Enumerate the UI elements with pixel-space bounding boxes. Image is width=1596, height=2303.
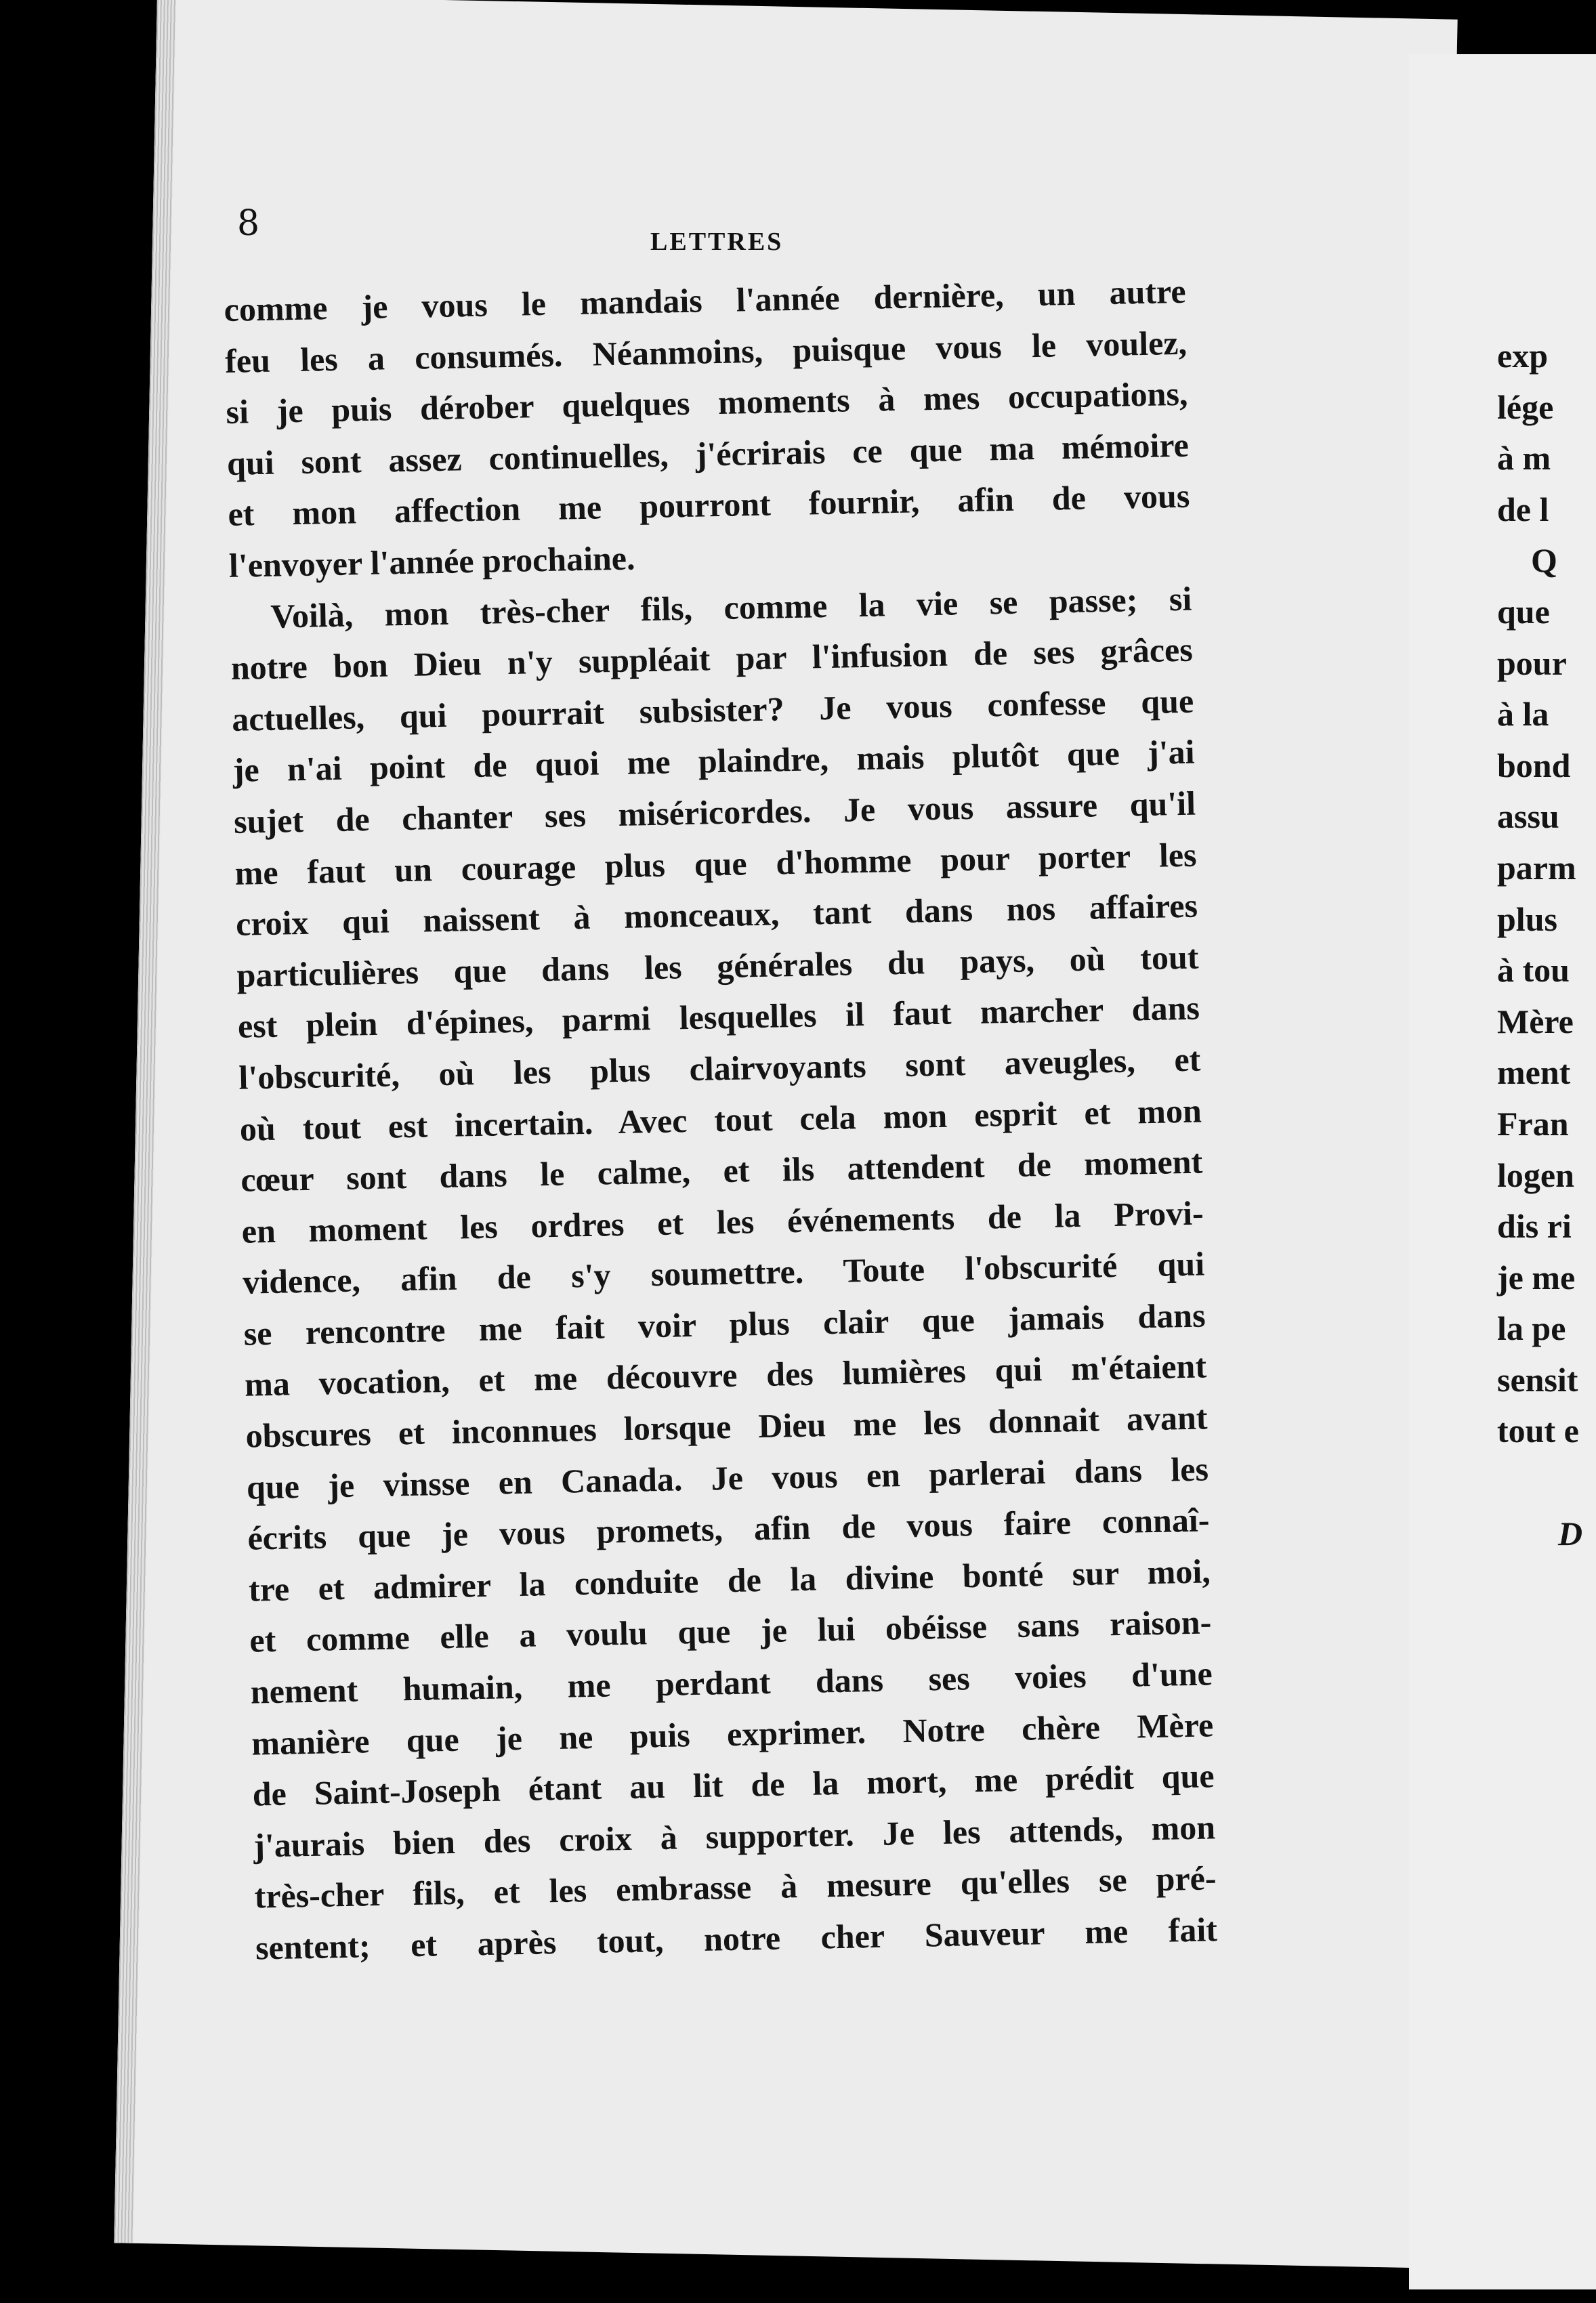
text-line: croix qui naissent à monceaux, tant dans nos affaires	[235, 886, 1198, 943]
text-line: obscures et inconnues lorsque Dieu me les donnait avant	[245, 1398, 1208, 1455]
facing-italic-fragment: D	[1558, 1514, 1583, 1552]
facing-text-fragment: Mère	[1497, 1002, 1574, 1040]
facing-text-fragment: je me	[1497, 1258, 1576, 1296]
text-line: que je vinsse en Canada. Je vous en parlerai dans les	[246, 1450, 1209, 1506]
text-line: très-cher fils, et les embrasse à mesure qu'elles se pré-	[254, 1859, 1217, 1916]
facing-text-fragment: tout e	[1497, 1412, 1579, 1450]
facing-text-fragment: logen	[1497, 1156, 1574, 1194]
text-line: tre et admirer la conduite de la divine bonté sur moi,	[248, 1552, 1211, 1609]
text-line: je n'ai point de quoi me plaindre, mais plutôt que j'ai	[232, 732, 1196, 790]
text-line: ma vocation, et me découvre des lumières qui m'étaient	[244, 1347, 1207, 1404]
facing-page-text	[1497, 331, 1582, 1559]
facing-text-fragment: dis ri	[1497, 1207, 1572, 1246]
text-line: de Saint-Joseph étant au lit de la mort, me prédit que	[252, 1756, 1215, 1813]
text-line: sentent; et après tout, notre cher Sauveur me fait	[255, 1910, 1218, 1967]
facing-text-fragment: la pe	[1497, 1309, 1566, 1348]
text-line: notre bon Dieu n'y suppléait par l'infusion de ses grâces	[230, 630, 1194, 688]
text-line: feu les a consumés. Néanmoins, puisque vous le voulez,	[224, 323, 1188, 380]
text-line: l'envoyer l'année prochaine.	[228, 538, 635, 585]
text-line: cœur sont dans le calme, et ils attendent de moment	[240, 1142, 1203, 1199]
facing-text-fragment: ment	[1497, 1053, 1571, 1092]
facing-text-fragment: lége	[1497, 387, 1554, 426]
facing-text-fragment: sensit	[1497, 1360, 1578, 1399]
text-line: et comme elle a voulu que je lui obéisse sans raison-	[249, 1603, 1212, 1660]
facing-text-fragment: parm	[1497, 848, 1576, 887]
text-line: actuelles, qui pourrait subsister? Je vous confesse que	[231, 681, 1194, 738]
facing-text-fragment: à m	[1497, 439, 1551, 478]
facing-text-fragment: Fran	[1497, 1104, 1569, 1143]
page-number: 8	[237, 203, 260, 244]
text-line: où tout est incertain. Avec tout cela mon esprit et mon	[239, 1091, 1202, 1148]
text-line: écrits que je vous promets, afin de vous faire connaî-	[247, 1500, 1210, 1557]
facing-text-fragment: à la	[1497, 695, 1549, 734]
facing-text-fragment: pour	[1497, 643, 1567, 682]
text-line: si je puis dérober quelques moments à mes occupations,	[226, 374, 1188, 431]
text-line: vidence, afin de s'y soumettre. Toute l'obscurité qui	[242, 1244, 1205, 1302]
text-line: comme je vous le mandais l'année dernière, un autre	[224, 272, 1186, 329]
facing-text-fragment: Q	[1531, 541, 1557, 580]
text-line: nement humain, me perdant dans ses voies d'une	[250, 1654, 1213, 1711]
facing-text-fragment: que	[1497, 592, 1550, 631]
text-line: manière que je ne puis exprimer. Notre chère Mère	[251, 1705, 1214, 1762]
running-head: LETTRES	[650, 228, 784, 256]
text-line: l'obscurité, où les plus clairvoyants sont aveugles, et	[238, 1040, 1201, 1097]
text-line: me faut un courage plus que d'homme pour porter les	[234, 835, 1197, 892]
facing-text-fragment: exp	[1497, 337, 1548, 375]
facing-text-fragment: de l	[1497, 490, 1549, 528]
text-line: sujet de chanter ses miséricordes. Je vous assure qu'il	[233, 784, 1196, 841]
facing-text-fragment: à tou	[1497, 951, 1570, 990]
text-line: se rencontre me fait voir plus clair que jamais dans	[243, 1296, 1206, 1353]
facing-text-fragment: bond	[1497, 746, 1571, 784]
text-line: en moment les ordres et les événements de la Provi-	[241, 1193, 1204, 1250]
facing-text-fragment: assu	[1497, 797, 1559, 836]
text-line: j'aurais bien des croix à supporter. Je les attends, mon	[253, 1808, 1216, 1865]
facing-text-fragment: plus	[1497, 900, 1557, 938]
text-line: Voilà, mon très-cher fils, comme la vie se passe; si	[270, 579, 1192, 635]
text-line: et mon affection me pourront fournir, afin de vous	[227, 477, 1190, 534]
body-text	[224, 266, 1218, 1974]
text-line: particulières que dans les générales du pays, où tout	[236, 937, 1199, 994]
text-line: est plein d'épines, parmi lesquelles il faut marcher dans	[237, 988, 1200, 1046]
text-line: qui sont assez continuelles, j'écrirais ce que ma mémoire	[226, 425, 1190, 482]
